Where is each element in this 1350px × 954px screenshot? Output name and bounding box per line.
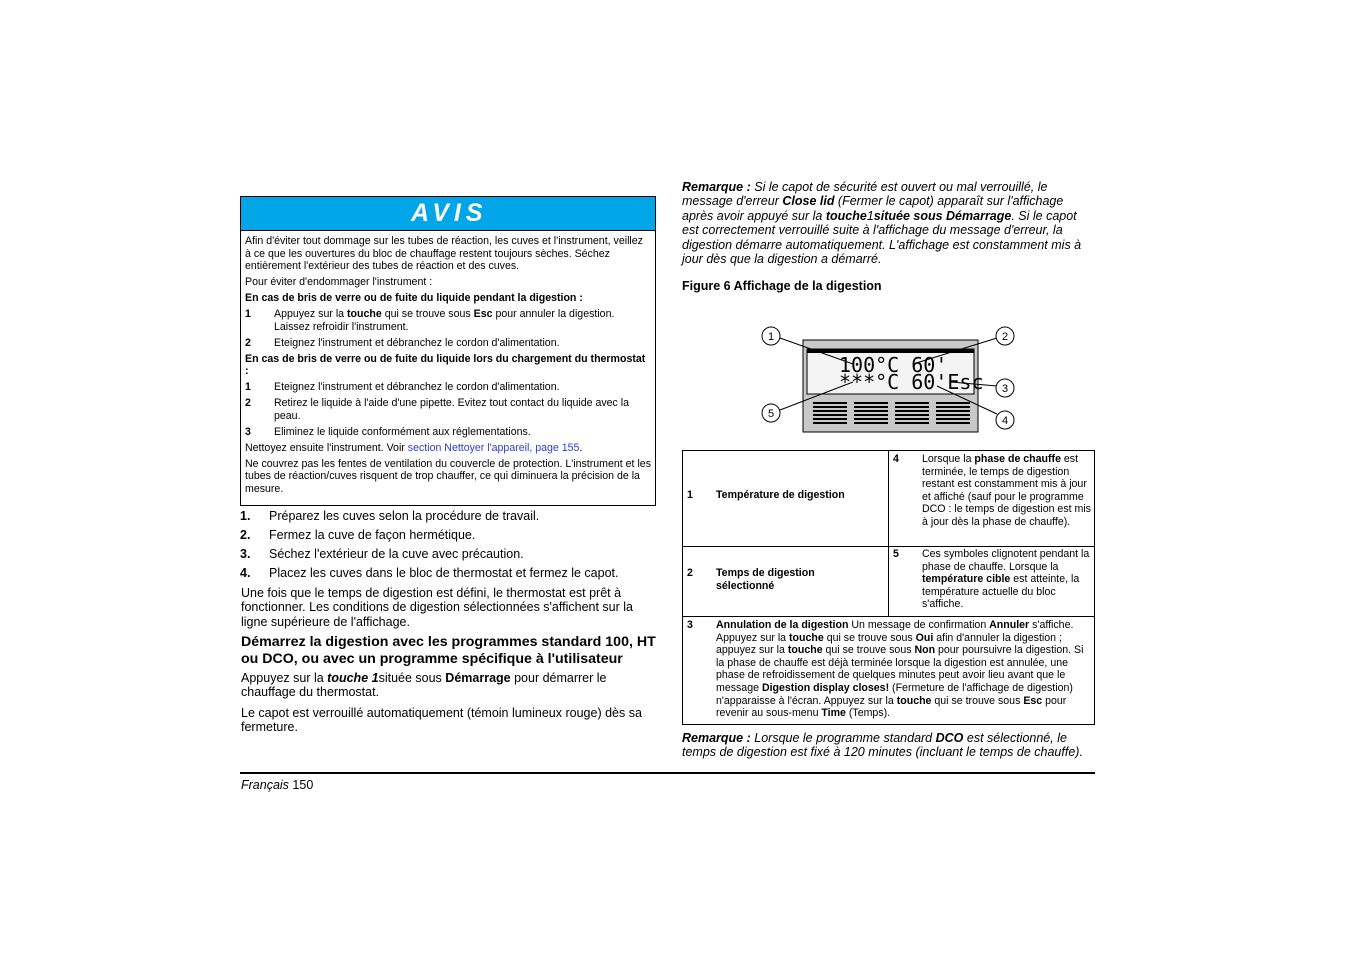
svg-text:4: 4 <box>1001 415 1009 427</box>
display-line-1: 100°C 60' <box>839 353 948 377</box>
legend-row-3: 3 Annulation de la digestion Un message de confirmation Annuler s'affiche. Appuyez sur la touche qui se trouve sous Oui afin d'annuler la digestion ; appuyez sur la touche qui se trouve sous Non pour poursuivre la digestion. Si la phase de chauffe est déjà terminée lorsque la digestion est annulée, une phase de refroidissement de quelques minutes peut avoir lieu avant que le message Digestion display closes! (Fermeture de l'affichage de digestion) n'apparaisse à l'écran. Appuyez sur la touche qui se trouve sous Esc pour revenir au sous-menu Time (Temps). <box>687 619 1084 720</box>
notice-paragraph: Nettoyez ensuite l'instrument. Voir section Nettoyer l'appareil, page 155. <box>245 441 583 454</box>
legend-table: 1 Température de digestion 4 Lorsque la phase de chauffe est terminée, le temps de digestion restant est constamment mis à jour et affiché (sauf pour le programme DCO : le temps de digestion est mis à jour dès la phase de chauffe). 2 Temps de digestion sélectionné 5 Ces symboles clignotent pendant la phase de chauffe. Lorsque la température cible est atteinte, la température actuelle du bloc s'affiche. 3 Annulation de la digestion Un message de confirmation Annuler s'affiche. Appuyez sur la touche qui se trouve sous Oui afin d'annuler la digestion ; appuyez sur la touche qui se trouve sous Non pour poursuivre la digestion. Si la phase de chauffe est déjà terminée lorsque la digestion est annulée, une phase de refroidissement de quelques minutes peut avoir lieu avant que le message Digestion display closes! (Fermeture de l'affichage de digestion) n'apparaisse à l'écran. Appuyez sur la touche qui se trouve sous Esc pour revenir au sous-menu Time (Temps). <box>682 450 1095 725</box>
notice-list-item: 2 Retirez le liquide à l'aide d'une pipette. Evitez tout contact du liquide avec la peau. <box>245 397 630 422</box>
footer-rule <box>240 772 1095 774</box>
page-footer <box>241 778 313 792</box>
notice-list-item: 3 Eliminez le liquide conformément aux réglementations. <box>245 425 531 438</box>
step-item: 3. Séchez l'extérieur de la cuve avec précaution. <box>240 547 524 561</box>
note-paragraph: Remarque : Lorsque le programme standard DCO est sélectionné, le temps de digestion est fixé à 120 minutes (incluant le temps de chauffe). <box>682 731 1083 760</box>
display-line-2: ***°C 60'Esc <box>839 370 984 394</box>
callout-4 <box>996 411 1014 429</box>
notice-list-item: 1 Eteignez l'instrument et débranchez le cordon d'alimentation. <box>245 381 560 394</box>
notice-list-item: 2 Eteignez l'instrument et débranchez le cordon d'alimentation. <box>245 336 560 349</box>
digestion-display-figure <box>755 320 1025 440</box>
note-paragraph: Remarque : Si le capot de sécurité est ouvert ou mal verrouillé, le message d'erreur Close lid (Fermer le capot) apparaît sur l'affichage après avoir appuyé sur la touche1située sous Démarrage. Si le capot est correctement verrouillé suite à l'affichage du message d'erreur, la digestion démarre automatiquement. L'affichage est constamment mis à jour dès que la digestion a démarré. <box>682 180 1082 267</box>
figure-caption: Figure 6 Affichage de la digestion <box>682 279 882 293</box>
body-paragraph: Le capot est verrouillé automatiquement (témoin lumineux rouge) dès sa fermeture. <box>241 706 642 735</box>
legend-row-2: 2 Temps de digestion sélectionné <box>687 567 815 592</box>
notice-box <box>240 196 656 506</box>
notice-title: AVIS <box>241 197 655 231</box>
notice-body <box>241 231 655 496</box>
section-heading: Démarrez la digestion avec les programmes standard 100, HT ou DCO, ou avec un programme spécifique à l'utilisateur <box>241 634 656 667</box>
step-item: 2. Fermez la cuve de façon hermétique. <box>240 528 476 542</box>
legend-row-5: 5 Ces symboles clignotent pendant la phase de chauffe. Lorsque la température cible est atteinte, la température actuelle du bloc s'affiche. <box>893 548 1090 611</box>
body-paragraph: Appuyez sur la touche 1située sous Démarrage pour démarrer le chauffage du thermostat. <box>241 671 607 700</box>
callout-2 <box>996 327 1014 345</box>
step-item: 4. Placez les cuves dans le bloc de thermostat et fermez le capot. <box>240 566 619 580</box>
svg-text:1: 1 <box>767 331 775 343</box>
svg-text:2: 2 <box>1001 331 1009 343</box>
callout-5 <box>762 404 780 422</box>
callout-1 <box>762 327 780 345</box>
step-item: 1. Préparez les cuves selon la procédure de travail. <box>240 509 540 523</box>
svg-text:3: 3 <box>1001 383 1009 395</box>
notice-paragraph: Afin d'éviter tout dommage sur les tubes de réaction, les cuves et l'instrument, veillez à ce que les ouvertures du bloc de chauffage restent toujours sèches. Séchez entièrement l'extérieur des tubes de réaction et des cuves. <box>245 235 643 273</box>
cleaning-section-link[interactable]: section Nettoyer l'appareil, page 155 <box>407 441 580 454</box>
body-paragraph: Une fois que le temps de digestion est défini, le thermostat est prêt à fonctionner. Les conditions de digestion sélectionnées s'affichent sur la ligne supérieure de l'affichage. <box>241 586 633 629</box>
svg-text:5: 5 <box>767 408 775 420</box>
callout-3 <box>996 379 1014 397</box>
notice-list-item: 1 Appuyez sur la touche qui se trouve sous Esc pour annuler la digestion. Laissez refroidir l'instrument. <box>245 308 615 333</box>
footer-language: Français <box>241 778 289 792</box>
notice-paragraph: Pour éviter d'endommager l'instrument : <box>245 276 433 289</box>
notice-paragraph: Ne couvrez pas les fentes de ventilation du couvercle de protection. L'instrument et les tubes de réaction/cuves risquent de trop chauffer, ce qui diminuera la précision de la mesure. <box>245 457 651 495</box>
legend-row-4: 4 Lorsque la phase de chauffe est terminée, le temps de digestion restant est constamment mis à jour et affiché (sauf pour le programme DCO : le temps de digestion est mis à jour dès la phase de chauffe). <box>893 453 1091 528</box>
notice-subheading: En cas de bris de verre ou de fuite du liquide lors du chargement du thermostat : <box>245 352 646 378</box>
notice-subheading: En cas de bris de verre ou de fuite du liquide pendant la digestion : <box>245 292 583 305</box>
page-number: 150 <box>292 778 314 792</box>
